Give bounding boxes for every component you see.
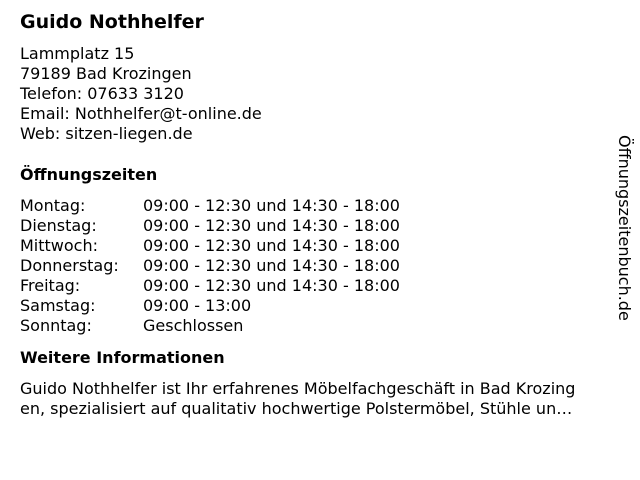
day-label: Sonntag: <box>20 316 92 335</box>
time-value: 09:00 - 12:30 und 14:30 - 18:00 <box>143 236 400 255</box>
site-watermark: Öffnungszeitenbuch.de <box>615 135 634 321</box>
street: Lammplatz 15 <box>20 44 135 63</box>
day-label: Samstag: <box>20 296 96 315</box>
hours-row-thursday <box>20 256 620 276</box>
day-label: Mittwoch: <box>20 236 98 255</box>
city: 79189 Bad Krozingen <box>20 64 192 83</box>
info-description <box>20 379 620 419</box>
time-value: 09:00 - 12:30 und 14:30 - 18:00 <box>143 216 400 235</box>
business-name: Guido Nothhelfer <box>20 11 204 33</box>
email: Email: Nothhelfer@t-online.de <box>20 104 262 123</box>
day-label: Montag: <box>20 196 86 215</box>
hours-heading: Öffnungszeiten <box>20 165 158 184</box>
hours-row-tuesday <box>20 216 620 236</box>
hours-row-saturday <box>20 296 620 316</box>
day-label: Dienstag: <box>20 216 97 235</box>
hours-row-friday <box>20 276 620 296</box>
time-value: 09:00 - 12:30 und 14:30 - 18:00 <box>143 196 400 215</box>
info-line: en, spezialisiert auf qualitativ hochwertige Polstermöbel, Stühle un… <box>20 399 573 418</box>
hours-table <box>20 196 620 336</box>
day-label: Freitag: <box>20 276 81 295</box>
business-card <box>20 10 620 419</box>
info-line: Guido Nothhelfer ist Ihr erfahrenes Möbelfachgeschäft in Bad Krozing <box>20 379 576 398</box>
time-value: 09:00 - 12:30 und 14:30 - 18:00 <box>143 256 400 275</box>
website: Web: sitzen-liegen.de <box>20 124 193 143</box>
address-block <box>20 44 620 144</box>
phone: Telefon: 07633 3120 <box>20 84 184 103</box>
hours-row-monday <box>20 196 620 216</box>
day-label: Donnerstag: <box>20 256 119 275</box>
info-heading: Weitere Informationen <box>20 348 225 367</box>
hours-row-sunday <box>20 316 620 336</box>
hours-row-wednesday <box>20 236 620 256</box>
time-value: 09:00 - 13:00 <box>143 296 252 315</box>
time-value: Geschlossen <box>143 316 244 335</box>
time-value: 09:00 - 12:30 und 14:30 - 18:00 <box>143 276 400 295</box>
